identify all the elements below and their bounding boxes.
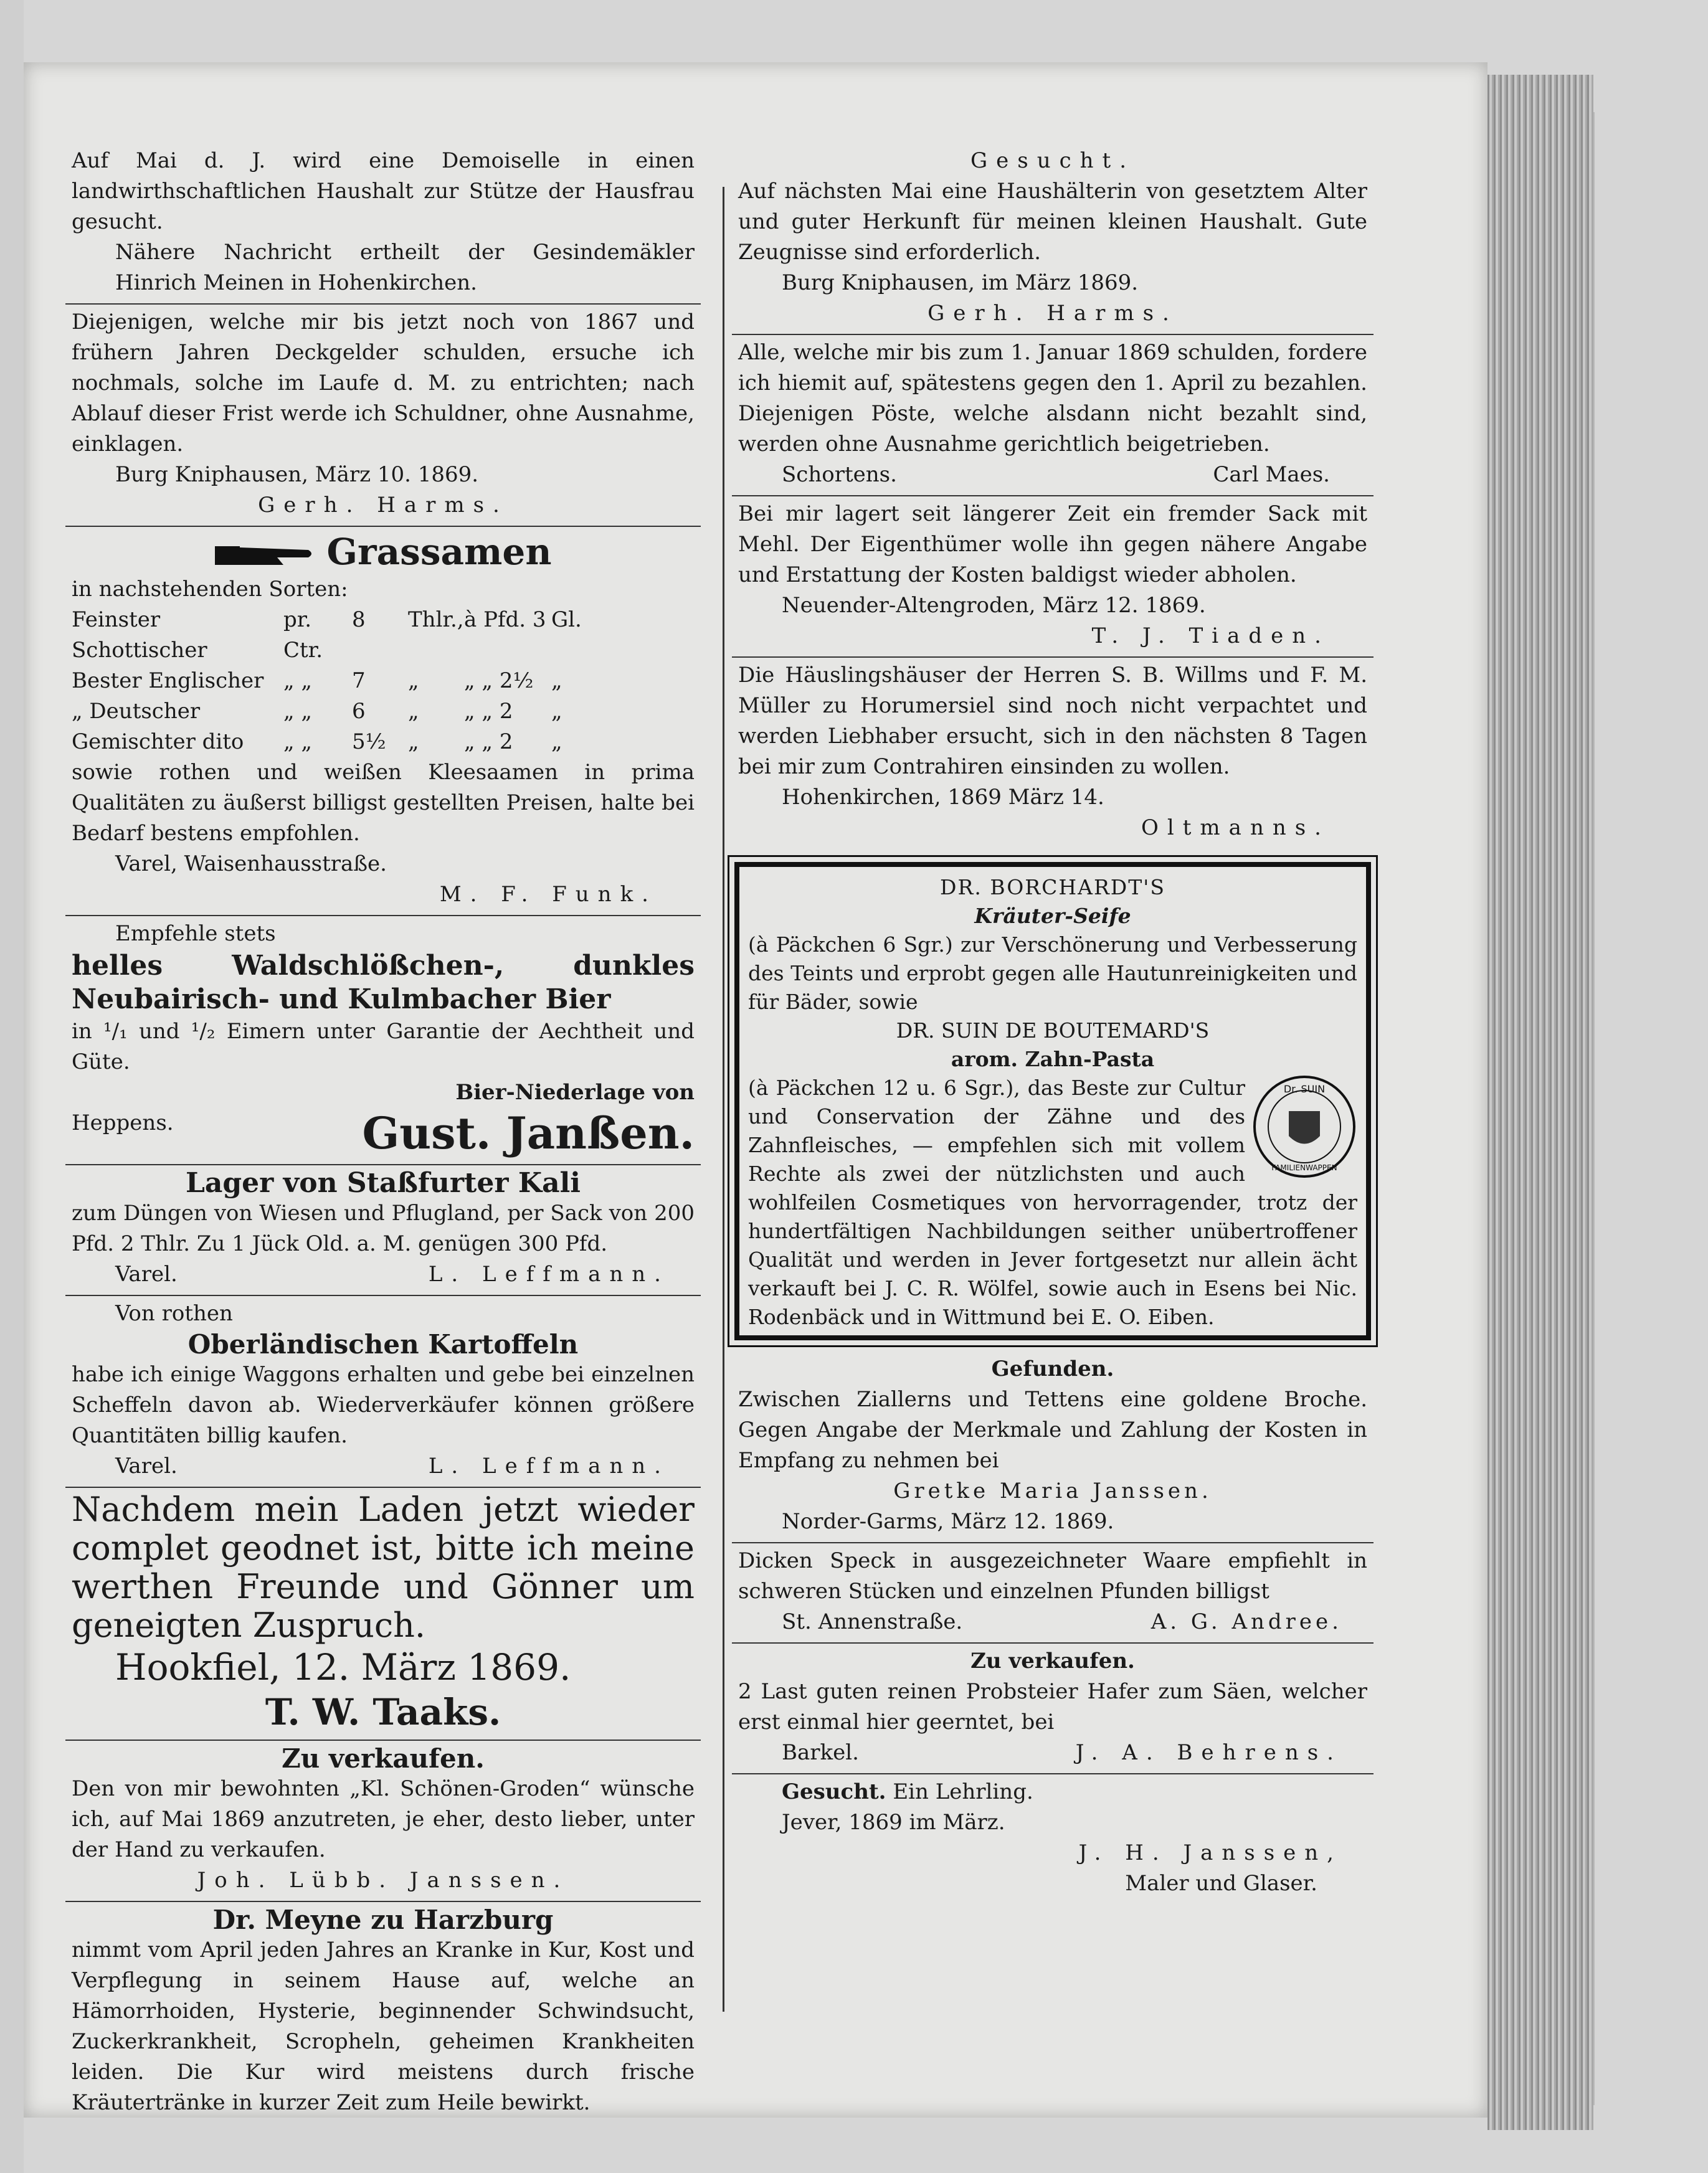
- ad-footer: [72, 1108, 695, 1159]
- sort-cell: 7: [352, 668, 366, 693]
- ad-place: Heppens.: [72, 1110, 174, 1135]
- ad-body: 2 Last guten reinen Probsteier Hafer zum Säen, welcher erst einmal hier geerntet, bei: [738, 1679, 1367, 1735]
- seal-top-text: Dr. SUIN: [1283, 1083, 1326, 1095]
- sort-row: [72, 727, 695, 757]
- ad-title: Gefunden.: [991, 1356, 1114, 1381]
- sort-cell: „ „ 2: [464, 729, 513, 754]
- ad-kartoffeln: [65, 1296, 701, 1488]
- ad-signature: M. F. Funk.: [439, 882, 657, 907]
- sort-cell: „ „ 2½: [464, 668, 534, 693]
- pointing-hand-icon: [215, 541, 315, 569]
- ad-place: Barkel.: [782, 1740, 859, 1765]
- ad-place-date: Hohenkirchen, 1869 März 14.: [782, 785, 1104, 810]
- ad-title: Oberländischen Kartoffeln: [187, 1329, 579, 1360]
- seife-heading-1: DR. BORCHARDT'S: [940, 875, 1165, 899]
- sort-cell: pr. Ctr.: [283, 607, 323, 663]
- seal-bottom-text: FAMILIENWAPPEN: [1271, 1163, 1337, 1172]
- book-left-edge: [0, 0, 24, 2173]
- sort-cell: „: [408, 668, 419, 693]
- ad-schulden: [732, 335, 1374, 496]
- ad-grassamen: [65, 527, 701, 916]
- sort-cell: Gemischter dito: [72, 729, 244, 754]
- ad-body: Bei mir lagert seit längerer Zeit ein fremder Sack mit Mehl. Der Eigenthümer wolle ihn gegen nähere Angabe und Erstattung der Kosten baldigst wieder abholen.: [738, 501, 1367, 587]
- grassamen-title: Grassamen: [326, 531, 552, 573]
- ad-zu-verkaufen-groden: [65, 1741, 701, 1902]
- ad-signature: T. W. Taaks.: [265, 1691, 501, 1733]
- ad-headline: helles Waldschlößchen-, dunkles Neubairisch- und Kulmbacher Bier: [72, 950, 695, 1015]
- ad-haushaelterin: [732, 143, 1374, 335]
- ad-body: Diejenigen, welche mir bis jetzt noch von 1867 und frühern Jahren Deckgelder schulden, ersuche ich nochmals, solche im Laufe d. M. zu entrichten; nach Ablauf dieser Frist werde ich Schuldner, ohne Ausnahme, einklagen.: [72, 310, 695, 457]
- sort-cell: „: [551, 668, 562, 693]
- ad-signature: Gerh. Harms.: [928, 301, 1178, 326]
- ad-sub: Bier-Niederlage von: [455, 1080, 695, 1105]
- ad-note: Nähere Nachricht ertheilt der Gesindemäkler Hinrich Meinen in Hohenkirchen.: [115, 240, 695, 295]
- ad-body: sowie rothen und weißen Kleesaamen in prima Qualitäten zu äußerst billigst gestellten Preisen, halte bei Bedarf bestens empfohlen.: [72, 760, 695, 846]
- ad-body: Alle, welche mir bis zum 1. Januar 1869 schulden, fordere ich hiemit auf, spätestens gegen den 1. April zu bezahlen. Diejenigen Pöste, welche alsdann nicht bezahlt sind, werden ohne Ausnahme gerichtlich beigetrieben.: [738, 340, 1367, 457]
- sort-row: [72, 605, 695, 666]
- ad-title: Gesucht.: [970, 148, 1136, 173]
- ad-body: Nachdem mein Laden jetzt wieder complet geodnet ist, bitte ich meine werthen Freunde und Gönner um geneigten Zuspruch.: [72, 1490, 695, 1645]
- ad-laden: [65, 1488, 701, 1741]
- sorts-table: [72, 605, 695, 757]
- ad-intro: Von rothen: [115, 1301, 233, 1326]
- sort-cell: Feinster Schottischer: [72, 607, 207, 663]
- sort-cell: Bester Englischer: [72, 668, 264, 693]
- ad-place: Schortens.: [782, 462, 897, 487]
- seife-body-2: (à Päckchen 12 u. 6 Sgr.), das Beste zur Cultur und Conservation der Zähne und des Zahnfleisches, — empfehlen sich mit vollem Rechte als zwei der nützlichsten und auch wohlfeilen Cosmetiques von hervorragender, trotz der hundertfältigen Nachbildungen seither unübertroffener Qualität und werden in Jever fortgesetzt nur allein ächt verkauft bei J. C. R. Wölfel, sowie auch in Esens bei Nic. Rodenbäck und in Wittmund bei E. O. Eiben.: [748, 1076, 1357, 1329]
- seife-body-1: (à Päckchen 6 Sgr.) zur Verschönerung und Verbesserung des Teints und erprobt gegen alle Hautunreinigkeiten und für Bäder, sowie: [748, 932, 1357, 1014]
- book-page-edges: [1487, 75, 1593, 2130]
- ad-footer: [72, 1259, 695, 1290]
- ad-footer: [738, 460, 1367, 490]
- ad-title-rest: Ein Lehrling.: [893, 1779, 1033, 1804]
- ad-place-date: Norder-Garms, März 12. 1869.: [782, 1509, 1114, 1534]
- ad-body: Den von mir bewohnten „Kl. Schönen-Groden“ wünsche ich, auf Mai 1869 anzutreten, je eher, desto lieber, unter der Hand zu verkaufen.: [72, 1776, 695, 1862]
- ad-gefunden: [732, 1352, 1374, 1543]
- ad-title: Zu verkaufen.: [282, 1743, 485, 1774]
- ad-body: in ¹/₁ und ¹/₂ Eimern unter Garantie der Aechtheit und Güte.: [72, 1019, 695, 1074]
- ad-signature: J. H. Janssen,: [1078, 1840, 1342, 1865]
- sort-cell: „: [408, 699, 419, 724]
- ad-zu-verkaufen-hafer: [732, 1644, 1374, 1774]
- ad-place: Varel.: [115, 1454, 178, 1479]
- ad-body: habe ich einige Waggons erhalten und gebe bei einzelnen Scheffeln davon ab. Wiederverkäufer können größere Quantitäten billig kaufen.: [72, 1362, 695, 1448]
- ad-place-date: Neuender-Altengroden, März 12. 1869.: [782, 593, 1206, 618]
- ad-intro: in nachstehenden Sorten:: [72, 577, 348, 602]
- ad-place-date: Hookfiel, 12. März 1869.: [115, 1646, 571, 1688]
- ad-intro: Empfehle stets: [115, 921, 276, 946]
- ad-dr-meyne: [65, 1902, 701, 2123]
- sort-cell: „: [408, 729, 419, 754]
- ad-lehrling: [732, 1774, 1374, 1904]
- sort-cell: 6: [352, 699, 366, 724]
- ad-title: Zu verkaufen.: [970, 1649, 1135, 1674]
- ad-signature: L. Leffmann.: [428, 1262, 670, 1287]
- ad-bier: [65, 916, 701, 1165]
- ad-title: Gesucht.: [782, 1779, 886, 1804]
- seife-heading-3: DR. SUIN DE BOUTEMARD'S: [896, 1018, 1210, 1043]
- ad-title: Dr. Meyne zu Harzburg: [212, 1905, 554, 1935]
- ad-footer: [72, 1451, 695, 1482]
- ad-mehl: [732, 496, 1374, 658]
- ad-body: Zwischen Ziallerns und Tettens eine goldene Broche. Gegen Angabe der Merkmale und Zahlung der Kosten in Empfang zu nehmen bei: [738, 1387, 1367, 1473]
- sort-cell: Gl.: [551, 607, 582, 632]
- ad-body: Dicken Speck in ausgezeichneter Waare empfiehlt in schweren Stücken und einzelnen Pfunden billigst: [738, 1548, 1367, 1604]
- ad-body: Auf Mai d. J. wird eine Demoiselle in einen landwirthschaftlichen Haushalt zur Stütze der Hausfrau gesucht.: [72, 148, 695, 234]
- coat-of-arms-seal-icon: [1251, 1074, 1357, 1180]
- left-column: [65, 143, 701, 2123]
- ad-signature: Oltmanns.: [1141, 815, 1330, 840]
- ad-title: Lager von Staßfurter Kali: [185, 1167, 581, 1199]
- ad-place: Varel.: [115, 1262, 178, 1287]
- ad-place-date: Burg Kniphausen, März 10. 1869.: [115, 462, 479, 487]
- sort-cell: Thlr.,: [408, 607, 464, 632]
- sort-cell: „ „: [283, 699, 313, 724]
- ad-kali: [65, 1165, 701, 1296]
- ad-haeuslingshaeuser: [732, 658, 1374, 848]
- column-divider: [723, 187, 724, 2012]
- ad-signature-2: Maler und Glaser.: [1125, 1871, 1317, 1896]
- ad-speck: [732, 1543, 1374, 1644]
- sort-cell: „ „: [283, 668, 313, 693]
- sort-cell: „ Deutscher: [72, 699, 201, 724]
- ad-body: nimmt vom April jeden Jahres an Kranke in Kur, Kost und Verpflegung in seinem Hause auf, welche an Hämorrhoiden, Hysterie, beginnender Schwindsucht, Zuckerkrankheit, Scropheln, geheimen Krankheiten leiden. Die Kur wird meistens durch frische Kräutertränke in kurzer Zeit zum Heile bewirkt.: [72, 1938, 695, 2115]
- ad-signature: J. A. Behrens.: [1075, 1740, 1342, 1765]
- ad-title-line: [738, 1777, 1367, 1807]
- sort-cell: „ „: [283, 729, 313, 754]
- right-column: [732, 143, 1374, 1904]
- ad-body: zum Düngen von Wiesen und Pflugland, per Sack von 200 Pfd. 2 Thlr. Zu 1 Jück Old. a. M. genügen 300 Pfd.: [72, 1201, 695, 1256]
- ad-place-date: Burg Kniphausen, im März 1869.: [782, 270, 1139, 295]
- ad-place: St. Annenstraße.: [782, 1609, 963, 1634]
- sort-cell: 8: [352, 607, 366, 632]
- ad-body: Auf nächsten Mai eine Haushälterin von gesetztem Alter und guter Herkunft für meinen kleinen Haushalt. Gute Zeugnisse sind erforderlich.: [738, 179, 1367, 265]
- ad-signature: T. J. Tiaden.: [1091, 623, 1330, 648]
- sort-cell: „ „ 2: [464, 699, 513, 724]
- ad-place: Varel, Waisenhausstraße.: [115, 851, 387, 876]
- ad-demoiselle: [65, 143, 701, 305]
- ad-name: Gust. Janßen.: [362, 1107, 695, 1159]
- ad-title: [72, 529, 695, 574]
- ad-body: Die Häuslingshäuser der Herren S. B. Willms und F. M. Müller zu Horumersiel sind noch nicht verpachtet und werden Liebhaber ersucht, sich in den nächsten 8 Tagen bei mir zum Contrahiren einsinden zu wollen.: [738, 663, 1367, 779]
- ad-footer: [738, 1738, 1367, 1768]
- sort-cell: „: [551, 729, 562, 754]
- ad-signature: Joh. Lübb. Janssen.: [197, 1868, 569, 1893]
- seife-heading-4: arom. Zahn-Pasta: [951, 1047, 1155, 1071]
- sort-cell: 5½: [352, 729, 386, 754]
- sort-row: [72, 666, 695, 696]
- ad-name: Gretke Maria Janssen.: [893, 1479, 1212, 1503]
- ad-kraeuter-seife: [734, 862, 1371, 1340]
- ad-signature: Carl Maes.: [1213, 462, 1330, 487]
- ad-deckgelder: [65, 305, 701, 527]
- seife-heading-2: Kräuter-Seife: [974, 904, 1131, 928]
- sort-cell: à Pfd. 3: [464, 607, 546, 632]
- sort-cell: „: [551, 699, 562, 724]
- ad-signature: Gerh. Harms.: [258, 493, 508, 518]
- sort-row: [72, 696, 695, 727]
- ad-footer: [738, 1607, 1367, 1637]
- ad-signature: L. Leffmann.: [428, 1454, 670, 1479]
- ad-signature: A. G. Andree.: [1151, 1609, 1342, 1634]
- ad-place-date: Jever, 1869 im März.: [782, 1810, 1005, 1835]
